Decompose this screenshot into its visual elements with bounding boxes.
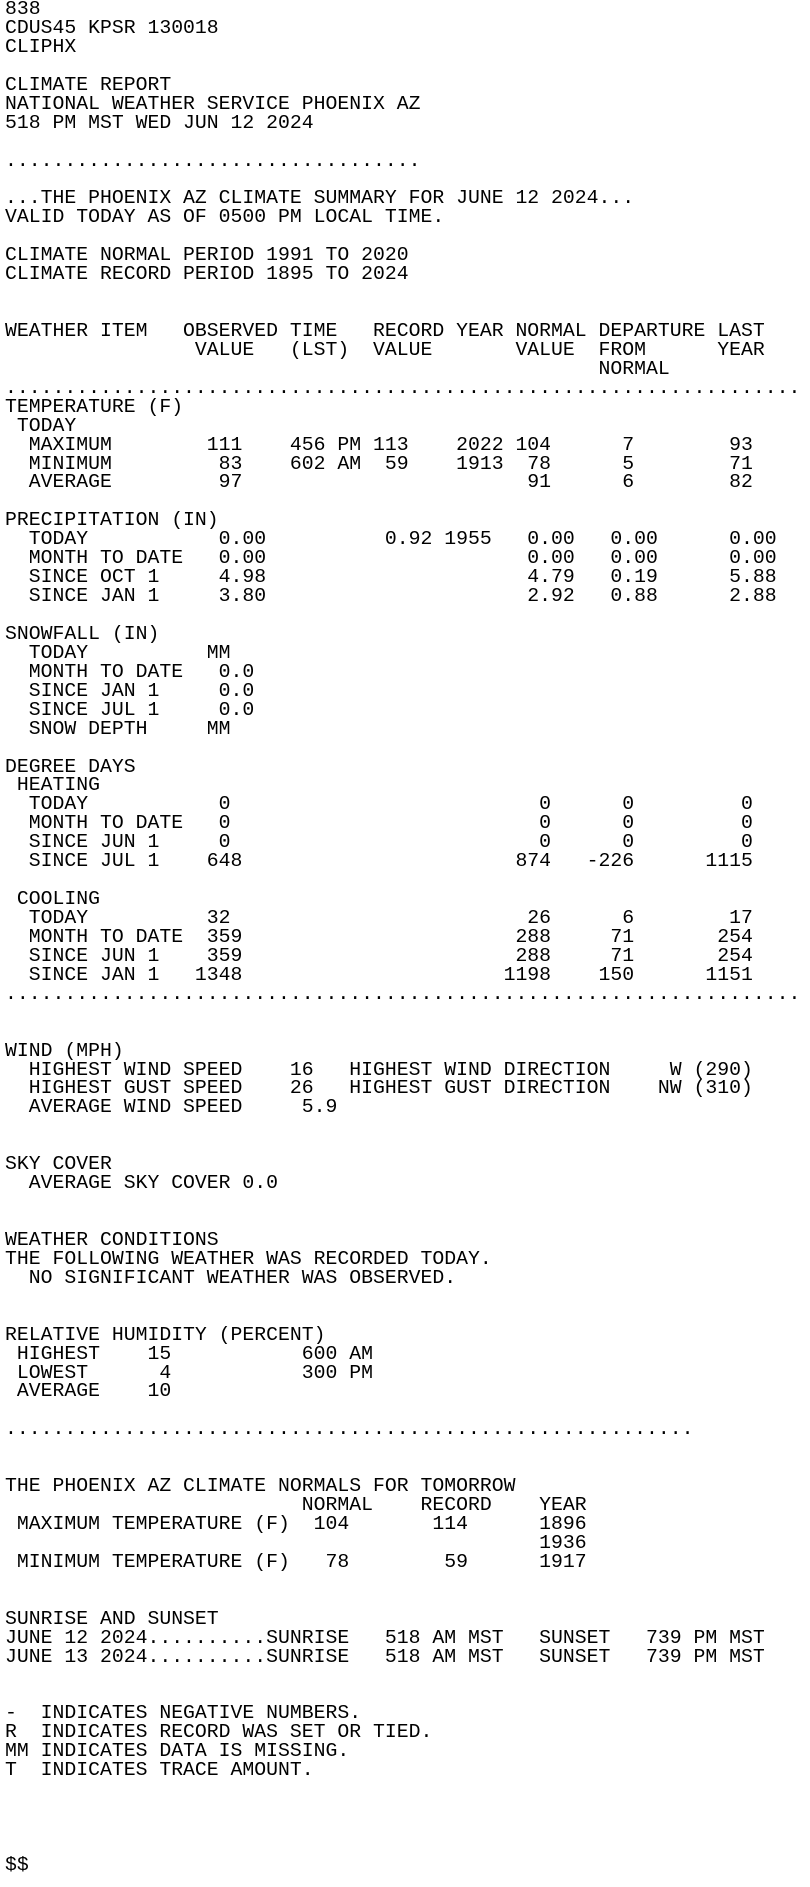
- report-line: NATIONAL WEATHER SERVICE PHOENIX AZ: [5, 92, 421, 115]
- report-line: SINCE JUN 1 359 288 71 254: [5, 944, 753, 967]
- report-line: CLIMATE REPORT: [5, 73, 172, 96]
- report-line: DEGREE DAYS: [5, 755, 136, 778]
- report-line: SUNRISE AND SUNSET: [5, 1607, 219, 1630]
- report-line: 1936: [5, 1531, 587, 1554]
- report-line: WEATHER CONDITIONS: [5, 1228, 219, 1251]
- report-line: SKY COVER: [5, 1153, 112, 1176]
- report-line: HIGHEST WIND SPEED 16 HIGHEST WIND DIRECTION W (290): [5, 1058, 753, 1081]
- report-line: NO SIGNIFICANT WEATHER WAS OBSERVED.: [5, 1266, 457, 1289]
- report-line: JUNE 12 2024..........SUNRISE 518 AM MST SUNSET 739 PM MST: [5, 1626, 765, 1649]
- report-line: - INDICATES NEGATIVE NUMBERS.: [5, 1702, 362, 1725]
- report-line: [5, 1136, 810, 1155]
- report-line: T INDICATES TRACE AMOUNT.: [5, 1759, 314, 1782]
- report-line: AVERAGE 97 91 6 82: [5, 471, 753, 494]
- report-line: [5, 284, 810, 303]
- report-line: MONTH TO DATE 0.0: [5, 660, 255, 683]
- report-line: [5, 1023, 810, 1042]
- report-line: CLIPHX: [5, 35, 77, 58]
- report-line: WIND (MPH): [5, 1039, 124, 1062]
- report-line: THE FOLLOWING WEATHER WAS RECORDED TODAY.: [5, 1247, 492, 1270]
- report-line: TODAY 0.00 0.92 1955 0.00 0.00 0.00: [5, 528, 777, 551]
- report-line: CLIMATE NORMAL PERIOD 1991 TO 2020: [5, 244, 409, 267]
- report-line: [5, 1591, 810, 1610]
- report-line: NORMAL RECORD YEAR: [5, 1494, 587, 1517]
- report-line: ...................................................................: [5, 982, 801, 1005]
- report-line: SINCE JAN 1 0.0: [5, 679, 255, 702]
- report-line: NORMAL: [5, 357, 670, 380]
- report-line: CDUS45 KPSR 130018: [5, 16, 219, 39]
- report-line: MAXIMUM 111 456 PM 113 2022 104 7 93: [5, 433, 753, 456]
- report-line: TEMPERATURE (F): [5, 395, 184, 418]
- report-line: MAXIMUM TEMPERATURE (F) 104 114 1896: [5, 1513, 587, 1535]
- report-line: [5, 133, 810, 152]
- report-line: TODAY 0 0 0 0: [5, 793, 753, 816]
- report-line: [5, 1818, 810, 1837]
- report-line: [5, 1799, 810, 1818]
- report-line: SINCE OCT 1 4.98 4.79 0.19 5.88: [5, 566, 777, 589]
- report-line: VALID TODAY AS OF 0500 PM LOCAL TIME.: [5, 206, 445, 229]
- report-line: ...................................................................: [5, 376, 801, 399]
- report-line: SINCE JUL 1 648 874 -226 1115: [5, 850, 753, 873]
- report-line: CLIMATE RECORD PERIOD 1895 TO 2024: [5, 263, 409, 286]
- report-line: HEATING: [5, 774, 100, 797]
- report-line: [5, 1439, 810, 1458]
- report-line: ...................................: [5, 149, 421, 172]
- report-line: MM INDICATES DATA IS MISSING.: [5, 1740, 350, 1763]
- report-line: MINIMUM TEMPERATURE (F) 78 59 1917: [5, 1550, 587, 1573]
- report-line: WEATHER ITEM OBSERVED TIME RECORD YEAR NORMAL DEPARTURE LAST: [5, 319, 765, 342]
- report-line: [5, 739, 810, 758]
- report-line: MINIMUM 83 602 AM 59 1913 78 5 71: [5, 452, 753, 475]
- report-line: [5, 1780, 810, 1799]
- report-line: TODAY 32 26 6 17: [5, 907, 753, 929]
- report-line: [5, 1004, 810, 1023]
- report-line: MONTH TO DATE 0 0 0 0: [5, 812, 753, 835]
- report-line: HIGHEST 15 600 AM: [5, 1342, 373, 1365]
- report-line: [5, 1288, 810, 1307]
- report-line: THE PHOENIX AZ CLIMATE NORMALS FOR TOMORROW: [5, 1475, 516, 1498]
- report-line: [5, 1572, 810, 1591]
- report-line: TODAY MM: [5, 641, 231, 664]
- report-line: COOLING: [5, 888, 100, 911]
- report-line: [5, 1667, 810, 1686]
- report-line: [5, 1117, 810, 1136]
- report-line: HIGHEST GUST SPEED 26 HIGHEST GUST DIRECTION NW (310): [5, 1077, 753, 1100]
- report-line: 838: [5, 0, 41, 20]
- report-line: VALUE (LST) VALUE VALUE FROM YEAR: [5, 338, 765, 361]
- report-line: AVERAGE WIND SPEED 5.9: [5, 1096, 338, 1119]
- report-line: JUNE 13 2024..........SUNRISE 518 AM MST SUNSET 739 PM MST: [5, 1645, 765, 1668]
- report-line: TODAY: [5, 414, 77, 437]
- report-line: AVERAGE SKY COVER 0.0: [5, 1172, 279, 1195]
- report-line: RELATIVE HUMIDITY (PERCENT): [5, 1323, 326, 1346]
- report-line: [5, 871, 810, 890]
- report-line: R INDICATES RECORD WAS SET OR TIED.: [5, 1721, 433, 1744]
- report-line: ..........................................................: [5, 1418, 694, 1441]
- report-line: MONTH TO DATE 359 288 71 254: [5, 925, 753, 948]
- report-line: SNOW DEPTH MM: [5, 717, 231, 740]
- report-line: MONTH TO DATE 0.00 0.00 0.00 0.00: [5, 547, 777, 570]
- report-line: 518 PM MST WED JUN 12 2024: [5, 111, 314, 134]
- report-line: SINCE JAN 1 1348 1198 150 1151: [5, 963, 753, 986]
- report-line: [5, 57, 810, 76]
- report-line: PRECIPITATION (IN): [5, 509, 219, 532]
- report-line: SNOWFALL (IN): [5, 622, 160, 645]
- report-line: ...THE PHOENIX AZ CLIMATE SUMMARY FOR JUNE 12 2024...: [5, 187, 635, 210]
- report-line: $$: [5, 1853, 29, 1876]
- report-line: [5, 1193, 810, 1212]
- report-line: [5, 1837, 810, 1856]
- report-line: LOWEST 4 300 PM: [5, 1361, 373, 1384]
- report-line: AVERAGE 10: [5, 1380, 172, 1403]
- report-line: SINCE JUL 1 0.0: [5, 698, 255, 721]
- report-line: SINCE JAN 1 3.80 2.92 0.88 2.88: [5, 585, 777, 608]
- report-line: SINCE JUN 1 0 0 0 0: [5, 831, 753, 854]
- report-line: [5, 1307, 810, 1326]
